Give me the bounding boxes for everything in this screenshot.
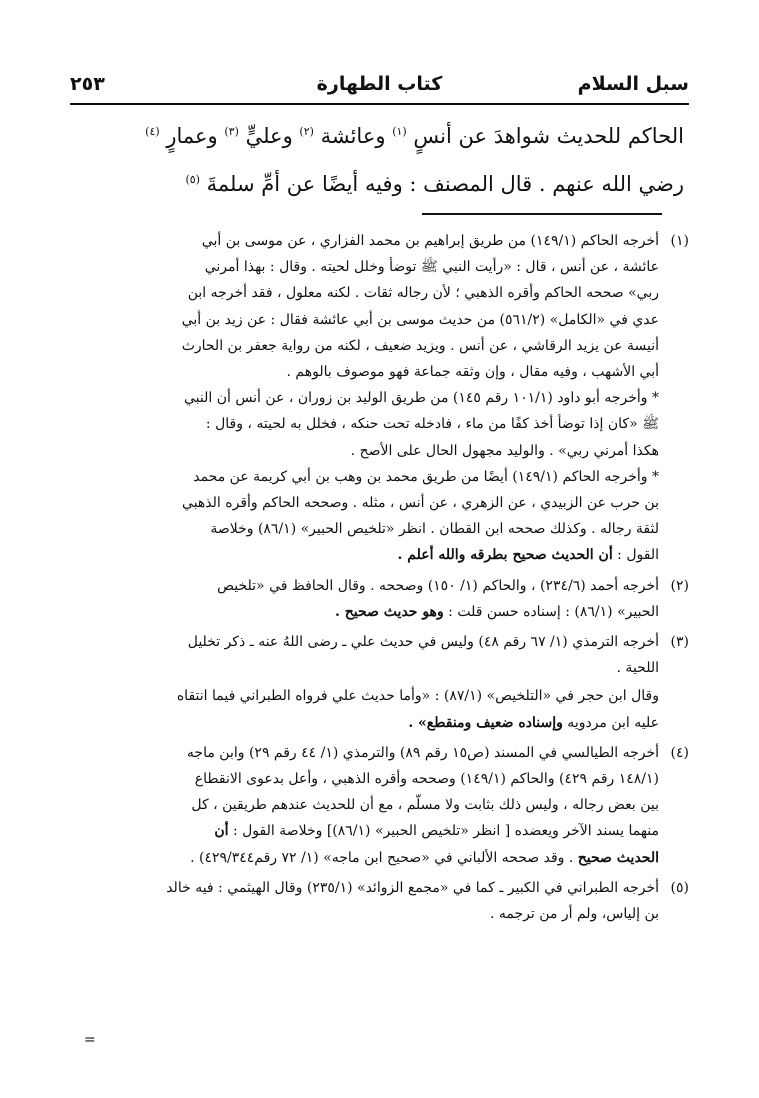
footnote-text: . وقد صححه الألباني في «صحيح ابن ماجه» (١/ ٧٢ رقم٤٢٩/٣٤٤) . <box>190 849 578 866</box>
footnote-conclusion: أن الحديث صحيح بطرقه والله أعلم . <box>397 547 613 564</box>
footnote-number: (١) <box>670 233 689 249</box>
footnote-line: بين بعض رجاله ، وليس ذلك بثابت ولا مسلّم ، مع أن للحديث عندهم طريقين ، كل <box>191 797 659 814</box>
header-rule <box>70 103 689 105</box>
footnote-4 <box>78 740 689 871</box>
footnote-separator <box>422 213 662 215</box>
footnote-marker: (٢) <box>299 125 314 138</box>
footnote-text: الحبير» (٨٦/١) : إسناده حسن قلت : <box>443 603 659 620</box>
footnote-conclusion: الحديث صحيح <box>577 849 659 866</box>
main-text-segment: الحاكم للحديث شواهدَ عن أنسٍ <box>413 124 684 148</box>
footnote-2 <box>78 573 689 625</box>
footnote-line: أخرجه الطيالسي في المسند (ص١٥ رقم ٨٩) والترمذي (١/ ٤٤ رقم ٢٩) وابن ماجه <box>186 744 659 761</box>
main-line <box>80 110 684 158</box>
running-header <box>70 66 689 102</box>
footnote-1 <box>78 228 689 569</box>
footnote-line <box>78 542 659 568</box>
continuation-mark: = <box>84 1032 96 1048</box>
footnote-number: (٥) <box>670 879 689 896</box>
footnote-line: أخرجه الحاكم (١٤٩/١) من طريق إبراهيم بن محمد الفزاري ، عن موسى بن أبي <box>201 233 659 249</box>
footnote-conclusion: وهو حديث صحيح . <box>335 603 444 620</box>
footnote-line: أنيسة عن يزيد الرقاشي ، عن أنس . ويزيد ضعيف ، لكنه من رواية جعفر بن الحارث <box>181 337 659 354</box>
footnote-5 <box>78 875 689 927</box>
footnote-line: ﷺ «كان إذا توضأ أخذ كفًا من ماء ، فادخله تحت حنكه ، فخلل به لحيته ، وقال : <box>205 416 659 433</box>
main-text-segment: وعائشة <box>320 124 393 148</box>
footnote-line: عدي في «الكامل» (٥٦١/٢) من حديث موسى بن أبي عائشة فقال : عن زيد بن أبي <box>181 311 659 328</box>
footnote-line: اللحية . <box>616 660 659 677</box>
footnote-text: عليه ابن مردويه <box>562 714 659 731</box>
chapter-title: كتاب الطهارة <box>316 73 443 95</box>
main-text-segment: وعمارٍ <box>166 124 225 148</box>
main-text-segment: وعليٍّ <box>245 124 300 148</box>
footnote-text: منهما يسند الآخر ويعضده [ انظر «تلخيص الحبير» (٨٦/١)] وخلاصة القول : <box>228 823 659 840</box>
footnote-marker: (٥) <box>185 173 200 186</box>
footnote-line: عائشة ، عن أنس ، قال : «رأيت النبي ﷺ توضأ وخلل لحيته . وقال : بهذا أمرني <box>204 259 659 276</box>
page-number: ٢٥٣ <box>70 73 105 95</box>
footnote-line: * وأخرجه الحاكم (١٤٩/١) أيضًا من طريق محمد بن وهب بن أبي كريمة عن محمد <box>193 468 659 485</box>
footnote-line: هكذا أمرني ربي» . والوليد مجهول الحال على الأصح . <box>350 442 659 459</box>
footnote-conclusion: وإسناده ضعيف ومنقطع» . <box>408 714 563 731</box>
footnote-line: أخرجه أحمد (٢٣٤/٦) ، والحاكم (١/ ١٥٠) وصححه . وقال الحافظ في «تلخيص <box>217 577 659 594</box>
footnote-text: القول : <box>612 547 659 564</box>
main-text <box>80 110 684 206</box>
footnote-line: أخرجه الترمذي (١/ ٦٧ رقم ٤٨) وليس في حديث علي ـ رضى اللهُ عنه ـ ذكر تخليل <box>187 634 659 651</box>
footnote-line <box>78 845 659 871</box>
footnote-conclusion: أن <box>214 823 229 840</box>
footnotes <box>78 228 689 931</box>
footnote-line: وقال ابن حجر في «التلخيص» (٨٧/١) : «وأما حديث علي فرواه الطبراني فيما انتقاه <box>176 688 659 705</box>
footnote-line: أخرجه الطبراني في الكبير ـ كما في «مجمع الزوائد» (٢٣٥/١) وقال الهيثمي : فيه خالد <box>166 879 659 896</box>
main-line <box>80 158 684 206</box>
main-text-segment: رضي الله عنهم . قال المصنف : وفيه أيضًا عن أمِّ سلمةَ <box>206 172 684 196</box>
footnote-number: (٣) <box>670 634 689 651</box>
footnote-number: (٢) <box>670 577 689 594</box>
footnote-line: بن حرب عن الزبيدي ، عن الزهري ، عن أنس ، مثله . وصححه الحاكم وأقره الذهبي <box>182 495 659 512</box>
footnote-number: (٤) <box>670 744 689 761</box>
book-title: سبل السلام <box>577 73 689 95</box>
footnote-marker: (١) <box>392 125 407 138</box>
footnote-line <box>78 710 659 736</box>
footnote-line <box>78 818 659 844</box>
footnote-line: لثقة رجاله . وكذلك صححه ابن القطان . انظر «تلخيص الحبير» (٨٦/١) وخلاصة <box>210 521 659 538</box>
footnote-line: * وأخرجه أبو داود (١٠١/١ رقم ١٤٥) من طريق الوليد بن زوران ، عن أنس أن النبي <box>183 390 659 407</box>
footnote-line: ربي» صححه الحاكم وأقره الذهبي ؛ لأن رجاله ثقات . لكنه معلول ، فقد أخرجه ابن <box>187 285 659 302</box>
footnote-marker: (٤) <box>145 125 160 138</box>
footnote-marker: (٣) <box>224 125 239 138</box>
footnote-line: (١٤٨/١ رقم ٤٢٩) والحاكم (١٤٩/١) وصححه وأقره الذهبي ، وأعل بدعوى الانقطاع <box>194 771 659 788</box>
footnote-line: بن إلياس، ولم أر من ترجمه . <box>490 906 659 923</box>
footnote-3 <box>78 629 689 736</box>
footnote-line: أبي الأشهب ، وفيه مقال ، وإن وثقه جماعة فهو موصوف بالوهم . <box>286 364 659 381</box>
footnote-line <box>78 599 659 625</box>
